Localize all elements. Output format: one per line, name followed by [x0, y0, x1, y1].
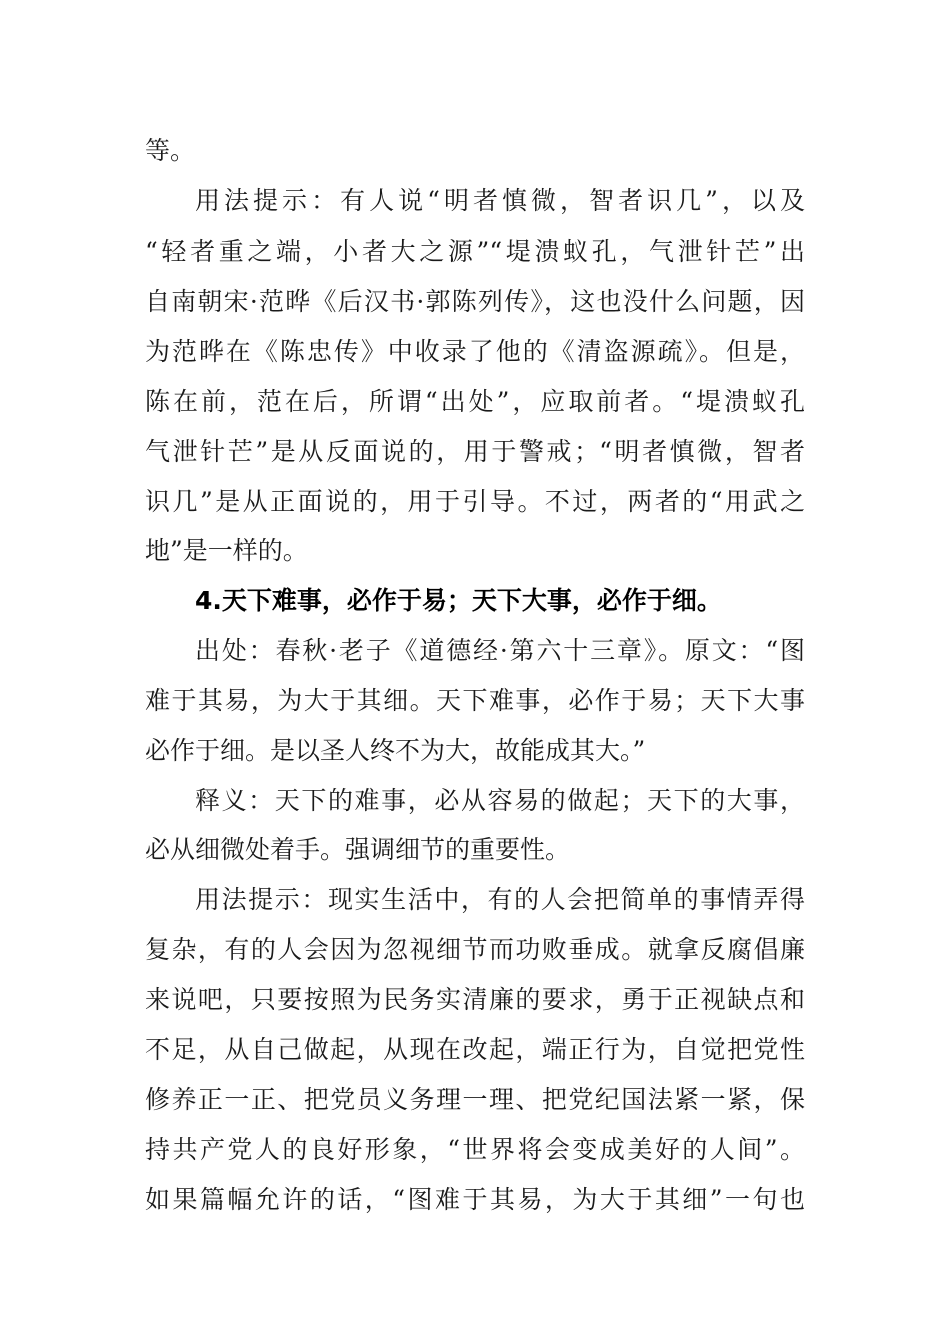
text-line: 用法提示：现实生活中，有的人会把简单的事情弄得	[195, 885, 805, 914]
text-line: 陈在前，范在后，所谓“出处”，应取前者。“堤溃蚁孔	[145, 387, 805, 416]
text-line: 如果篇幅允许的话，“图难于其易，为大于其细”一句也	[145, 1185, 805, 1214]
text-line: 不足，从自己做起，从现在改起，端正行为，自觉把党性	[145, 1035, 805, 1064]
section-heading: 4.天下难事，必作于易；天下大事，必作于细。	[195, 586, 722, 615]
text-line: 自南朝宋·范晔《后汉书·郭陈列传》，这也没什么问题，因	[145, 287, 805, 316]
text-line: 来说吧，只要按照为民务实清廉的要求，勇于正视缺点和	[145, 985, 805, 1014]
text-line: 复杂，有的人会因为忽视细节而功败垂成。就拿反腐倡廉	[145, 935, 805, 964]
text-line: 为范晔在《陈忠传》中收录了他的《清盗源疏》。但是，	[145, 337, 805, 366]
text-line: “轻者重之端，小者大之源”“堤溃蚁孔，气泄针芒”出	[145, 237, 805, 266]
text-line: 识几”是从正面说的，用于引导。不过，两者的“用武之	[145, 487, 805, 516]
text-line: 地”是一样的。	[145, 536, 308, 565]
text-line: 等。	[145, 136, 196, 165]
text-line: 用法提示：有人说“明者慎微，智者识几”，以及	[195, 186, 805, 215]
text-line: 必从细微处着手。强调细节的重要性。	[145, 835, 571, 864]
text-line: 气泄针芒”是从反面说的，用于警戒；“明者慎微，智者	[145, 437, 805, 466]
text-line: 释义：天下的难事，必从容易的做起；天下的大事，	[195, 786, 805, 815]
text-line: 出处：春秋·老子《道德经·第六十三章》。原文：“图	[195, 636, 805, 665]
text-line: 修养正一正、把党员义务理一理、把党纪国法紧一紧，保	[145, 1085, 805, 1114]
text-line: 必作于细。是以圣人终不为大，故能成其大。”	[145, 736, 646, 765]
text-line: 难于其易，为大于其细。天下难事，必作于易；天下大事	[145, 686, 805, 715]
text-line: 持共产党人的良好形象，“世界将会变成美好的人间”。	[145, 1135, 805, 1164]
